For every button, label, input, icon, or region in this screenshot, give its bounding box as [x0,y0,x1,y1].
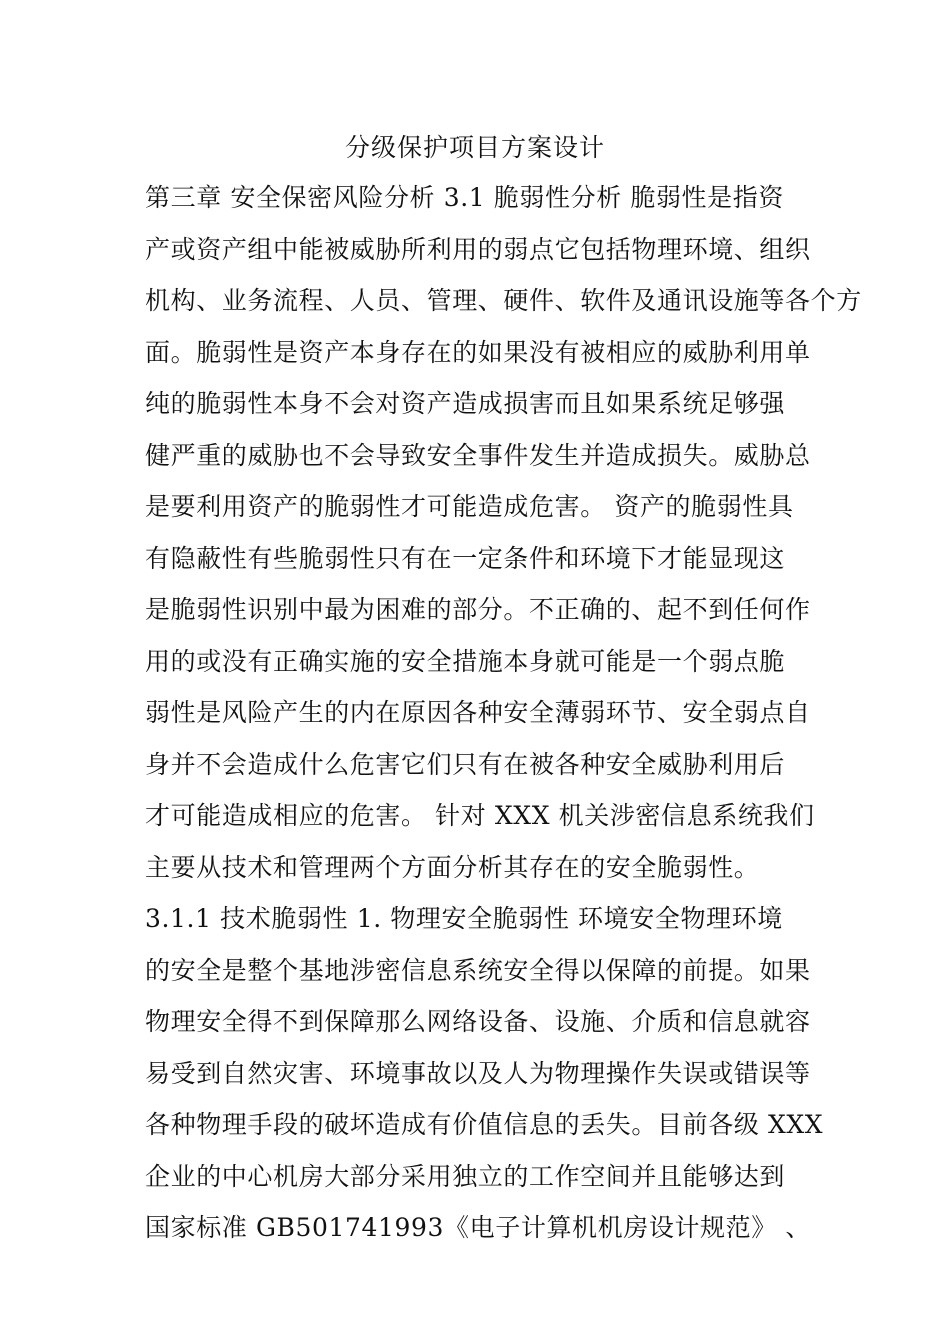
body-line: 面。脆弱性是资产本身存在的如果没有被相应的威胁利用单 [145,337,811,367]
body-line: 各种物理手段的破坏造成有价值信息的丢失。目前各级 XXX [145,1110,824,1139]
body-line: 3.1.1 技术脆弱性 1. 物理安全脆弱性 环境安全物理环境 [145,904,783,933]
body-line: 易受到自然灾害、环境事故以及人为物理操作失误或错误等 [145,1058,811,1088]
body-line: 产或资产组中能被威胁所利用的弱点它包括物理环境、组织 [145,234,811,264]
body-line: 物理安全得不到保障那么网络设备、设施、介质和信息就容 [145,1007,811,1036]
body-line: 纯的脆弱性本身不会对资产造成损害而且如果系统足够强 [145,389,786,418]
body-line: 是要利用资产的脆弱性才可能造成危害。 资产的脆弱性具 [145,492,794,521]
body-line: 才可能造成相应的危害。 针对 XXX 机关涉密信息系统我们 [145,801,815,830]
body-line: 有隐蔽性有些脆弱性只有在一定条件和环境下才能显现这 [145,543,786,573]
body-line: 的安全是整个基地涉密信息系统安全得以保障的前提。如果 [145,955,811,985]
body-line: 企业的中心机房大部分采用独立的工作空间并且能够达到 [145,1161,786,1191]
body-line: 健严重的威胁也不会导致安全事件发生并造成损失。威胁总 [145,440,811,470]
body-line: 机构、业务流程、人员、管理、硬件、软件及通讯设施等各个方 [145,286,862,315]
body-line: 弱性是风险产生的内在原因各种安全薄弱环节、安全弱点自 [145,698,811,727]
body-line: 是脆弱性识别中最为困难的部分。不正确的、起不到任何作 [145,595,811,624]
body-line: 主要从技术和管理两个方面分析其存在的安全脆弱性。 [145,852,760,882]
body-line: 身并不会造成什么危害它们只有在被各种安全威胁利用后 [145,749,786,779]
document-title: 分级保护项目方案设计 [344,133,605,162]
body-line: 用的或没有正确实施的安全措施本身就可能是一个弱点脆 [145,646,786,676]
body-line: 第三章 安全保密风险分析 3.1 脆弱性分析 脆弱性是指资 [145,183,784,212]
body-line: 国家标准 GB501741993《电子计算机机房设计规范》 、 [145,1213,811,1242]
document-body [145,176,862,1258]
